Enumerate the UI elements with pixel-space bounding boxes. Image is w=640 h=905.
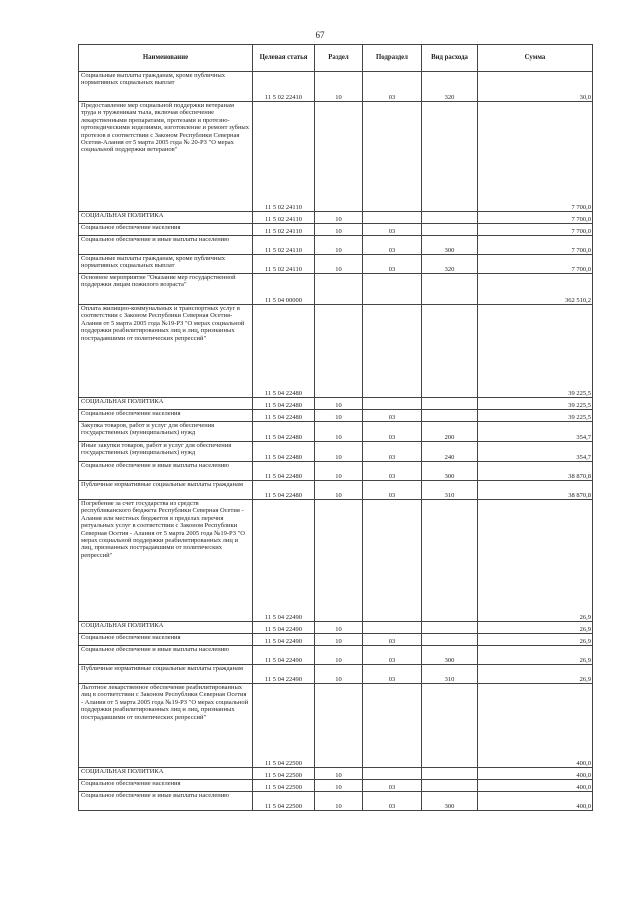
- header-row: [79, 45, 593, 72]
- table-row: [79, 255, 593, 274]
- table-row: [79, 768, 593, 780]
- header-target: Целевая статья: [253, 45, 315, 72]
- cell-expense: 200: [422, 422, 478, 442]
- cell-target: 11 5 04 22490: [253, 646, 315, 665]
- cell-expense: [422, 780, 478, 792]
- cell-subsection: [363, 500, 422, 622]
- table-row: [79, 792, 593, 811]
- cell-sum: 26,9: [478, 634, 593, 646]
- table-row: [79, 500, 593, 622]
- header-subsection: Подраздел: [363, 45, 422, 72]
- cell-target: 11 5 02 24110: [253, 212, 315, 224]
- table-row: [79, 684, 593, 768]
- cell-sum: 354,7: [478, 442, 593, 462]
- cell-section: 10: [315, 622, 363, 634]
- cell-expense: 300: [422, 792, 478, 811]
- cell-section: 10: [315, 792, 363, 811]
- cell-target: 11 5 02 24110: [253, 236, 315, 255]
- cell-target: 11 5 04 22500: [253, 768, 315, 780]
- cell-section: [315, 684, 363, 768]
- cell-name: Социальные выплаты гражданам, кроме публичных нормативных социальных выплат: [79, 255, 253, 274]
- cell-subsection: 03: [363, 442, 422, 462]
- cell-sum: 7 700,0: [478, 102, 593, 212]
- cell-name: Социальное обеспечение населения: [79, 634, 253, 646]
- cell-sum: 400,0: [478, 792, 593, 811]
- cell-name: Предоставление мер социальной поддержки ветеранам труда и труженикам тыла, включая обеспечение лекарственными препаратами, протезами и протезно-ортопедическими изделиями, изготовление и ремонт зубных протезов в соответствии с Законом Республики Северная Осетия-Алания от 5 марта 2005 года № 20-РЗ "О мерах социальной поддержки ветеранов": [79, 102, 253, 212]
- table-row: [79, 462, 593, 481]
- cell-name: СОЦИАЛЬНАЯ ПОЛИТИКА: [79, 398, 253, 410]
- cell-subsection: 03: [363, 481, 422, 500]
- table-row: [79, 305, 593, 398]
- cell-name: Социальное обеспечение и иные выплаты населению: [79, 462, 253, 481]
- cell-expense: [422, 622, 478, 634]
- cell-target: 11 5 04 22480: [253, 481, 315, 500]
- cell-target: 11 5 04 22490: [253, 500, 315, 622]
- cell-sum: 38 870,8: [478, 462, 593, 481]
- cell-subsection: [363, 102, 422, 212]
- cell-expense: 320: [422, 72, 478, 102]
- table-row: [79, 442, 593, 462]
- cell-expense: [422, 684, 478, 768]
- cell-name: Закупка товаров, работ и услуг для обеспечения государственных (муниципальных) нужд: [79, 422, 253, 442]
- cell-expense: [422, 224, 478, 236]
- cell-section: 10: [315, 462, 363, 481]
- cell-subsection: 03: [363, 780, 422, 792]
- table-row: [79, 212, 593, 224]
- cell-sum: 362 510,2: [478, 274, 593, 305]
- cell-expense: [422, 212, 478, 224]
- cell-section: 10: [315, 442, 363, 462]
- cell-sum: 354,7: [478, 422, 593, 442]
- cell-target: 11 5 04 22480: [253, 305, 315, 398]
- cell-target: 11 5 04 22490: [253, 622, 315, 634]
- cell-name: Публичные нормативные социальные выплаты гражданам: [79, 665, 253, 684]
- cell-target: 11 5 04 22480: [253, 462, 315, 481]
- cell-section: 10: [315, 236, 363, 255]
- table-row: [79, 236, 593, 255]
- table-row: [79, 481, 593, 500]
- cell-target: 11 5 04 22480: [253, 422, 315, 442]
- cell-name: Социальное обеспечение населения: [79, 224, 253, 236]
- cell-name: Публичные нормативные социальные выплаты гражданам: [79, 481, 253, 500]
- cell-subsection: [363, 622, 422, 634]
- cell-section: 10: [315, 398, 363, 410]
- cell-section: [315, 274, 363, 305]
- cell-sum: 39 225,5: [478, 398, 593, 410]
- table-row: [79, 634, 593, 646]
- cell-expense: [422, 305, 478, 398]
- cell-sum: 400,0: [478, 768, 593, 780]
- cell-sum: 400,0: [478, 780, 593, 792]
- cell-target: 11 5 02 24110: [253, 224, 315, 236]
- table-row: [79, 622, 593, 634]
- cell-section: 10: [315, 481, 363, 500]
- table-row: [79, 72, 593, 102]
- cell-section: 10: [315, 646, 363, 665]
- cell-subsection: [363, 768, 422, 780]
- cell-name: Социальное обеспечение и иные выплаты населению: [79, 236, 253, 255]
- cell-sum: 7 700,0: [478, 255, 593, 274]
- cell-subsection: 03: [363, 665, 422, 684]
- cell-target: 11 5 04 00000: [253, 274, 315, 305]
- cell-sum: 400,0: [478, 684, 593, 768]
- cell-expense: [422, 500, 478, 622]
- cell-subsection: [363, 274, 422, 305]
- cell-name: Социальное обеспечение и иные выплаты населению: [79, 792, 253, 811]
- cell-section: 10: [315, 634, 363, 646]
- cell-expense: [422, 410, 478, 422]
- cell-section: 10: [315, 72, 363, 102]
- cell-subsection: 03: [363, 792, 422, 811]
- cell-section: 10: [315, 224, 363, 236]
- cell-target: 11 5 04 22500: [253, 780, 315, 792]
- cell-name: Льготное лекарственное обеспечение реабилитированных лиц в соответствии с Законом Республики Северная Осетия - Алания от 5 марта 2005 года №19-РЗ "О мерах социальной поддержки реабилитированных лиц и лиц, признанных пострадавшими от политических репрессий": [79, 684, 253, 768]
- cell-name: Социальное обеспечение и иные выплаты населению: [79, 646, 253, 665]
- cell-sum: 7 700,0: [478, 212, 593, 224]
- table-row: [79, 646, 593, 665]
- cell-section: [315, 500, 363, 622]
- cell-expense: [422, 398, 478, 410]
- cell-section: 10: [315, 768, 363, 780]
- cell-name: СОЦИАЛЬНАЯ ПОЛИТИКА: [79, 768, 253, 780]
- cell-target: 11 5 04 22480: [253, 398, 315, 410]
- table-row: [79, 102, 593, 212]
- cell-subsection: 03: [363, 634, 422, 646]
- cell-section: 10: [315, 410, 363, 422]
- cell-expense: 300: [422, 646, 478, 665]
- table-row: [79, 398, 593, 410]
- cell-subsection: [363, 305, 422, 398]
- cell-name: Иные закупки товаров, работ и услуг для обеспечения государственных (муниципальных) нужд: [79, 442, 253, 462]
- cell-expense: 300: [422, 236, 478, 255]
- cell-expense: [422, 274, 478, 305]
- cell-target: 11 5 02 22410: [253, 72, 315, 102]
- header-sum: Сумма: [478, 45, 593, 72]
- cell-subsection: 03: [363, 236, 422, 255]
- cell-target: 11 5 04 22500: [253, 792, 315, 811]
- cell-target: 11 5 04 22490: [253, 634, 315, 646]
- cell-sum: 7 700,0: [478, 224, 593, 236]
- header-name: Наименование: [79, 45, 253, 72]
- cell-expense: 310: [422, 481, 478, 500]
- table-row: [79, 224, 593, 236]
- cell-section: 10: [315, 212, 363, 224]
- table-row: [79, 410, 593, 422]
- cell-expense: [422, 768, 478, 780]
- cell-sum: 26,9: [478, 622, 593, 634]
- header-section: Раздел: [315, 45, 363, 72]
- cell-sum: 30,0: [478, 72, 593, 102]
- cell-expense: 300: [422, 462, 478, 481]
- table-body: [79, 72, 593, 811]
- table-row: [79, 780, 593, 792]
- cell-sum: 26,9: [478, 500, 593, 622]
- table-row: [79, 422, 593, 442]
- cell-sum: 39 225,5: [478, 305, 593, 398]
- cell-section: 10: [315, 422, 363, 442]
- header-expense: Вид расхода: [422, 45, 478, 72]
- cell-target: 11 5 02 24110: [253, 102, 315, 212]
- cell-expense: 240: [422, 442, 478, 462]
- cell-name: СОЦИАЛЬНАЯ ПОЛИТИКА: [79, 622, 253, 634]
- cell-subsection: 03: [363, 410, 422, 422]
- cell-name: Социальное обеспечение населения: [79, 410, 253, 422]
- cell-subsection: [363, 398, 422, 410]
- cell-target: 11 5 04 22480: [253, 442, 315, 462]
- table-header: [79, 45, 593, 72]
- cell-subsection: 03: [363, 255, 422, 274]
- cell-name: СОЦИАЛЬНАЯ ПОЛИТИКА: [79, 212, 253, 224]
- cell-sum: 38 870,8: [478, 481, 593, 500]
- table-row: [79, 665, 593, 684]
- cell-expense: [422, 102, 478, 212]
- cell-section: 10: [315, 255, 363, 274]
- cell-sum: 26,9: [478, 665, 593, 684]
- cell-name: Социальные выплаты гражданам, кроме публичных нормативных социальных выплат: [79, 72, 253, 102]
- cell-expense: 320: [422, 255, 478, 274]
- cell-subsection: 03: [363, 646, 422, 665]
- budget-table: [78, 44, 593, 811]
- cell-subsection: 03: [363, 72, 422, 102]
- cell-subsection: 03: [363, 422, 422, 442]
- cell-sum: 7 700,0: [478, 236, 593, 255]
- cell-target: 11 5 02 24110: [253, 255, 315, 274]
- cell-section: 10: [315, 665, 363, 684]
- cell-subsection: [363, 684, 422, 768]
- cell-subsection: 03: [363, 224, 422, 236]
- cell-subsection: 03: [363, 462, 422, 481]
- cell-sum: 26,9: [478, 646, 593, 665]
- page-number: 67: [315, 30, 325, 40]
- cell-expense: [422, 634, 478, 646]
- cell-target: 11 5 04 22490: [253, 665, 315, 684]
- cell-name: Основное мероприятие "Оказание мер государственной поддержки лицам пожилого возраста": [79, 274, 253, 305]
- cell-section: [315, 102, 363, 212]
- cell-section: 10: [315, 780, 363, 792]
- cell-subsection: [363, 212, 422, 224]
- cell-name: Социальное обеспечение населения: [79, 780, 253, 792]
- cell-name: Оплата жилищно-коммунальных и транспортных услуг в соответствии с Законом Республики Северная Осетия-Алания от 5 марта 2005 года №19-РЗ "О мерах социальной поддержки реабилитированных лиц и лиц, признанных пострадавшими от политических репрессий": [79, 305, 253, 398]
- table-row: [79, 274, 593, 305]
- cell-target: 11 5 04 22500: [253, 684, 315, 768]
- cell-target: 11 5 04 22480: [253, 410, 315, 422]
- cell-name: Погребение за счет государства из средств республиканского бюджета Республики Северная Осетия - Алания или местных бюджетов в пределах перечня ритуальных услуг в соответствии с Законом Республики Северная Осетия - Алания от 5 марта 2005 года №19-РЗ "О мерах социальной поддержки реабилитированных лиц и лиц, признанных пострадавшими от политических репрессий": [79, 500, 253, 622]
- cell-expense: 310: [422, 665, 478, 684]
- cell-sum: 39 225,5: [478, 410, 593, 422]
- cell-section: [315, 305, 363, 398]
